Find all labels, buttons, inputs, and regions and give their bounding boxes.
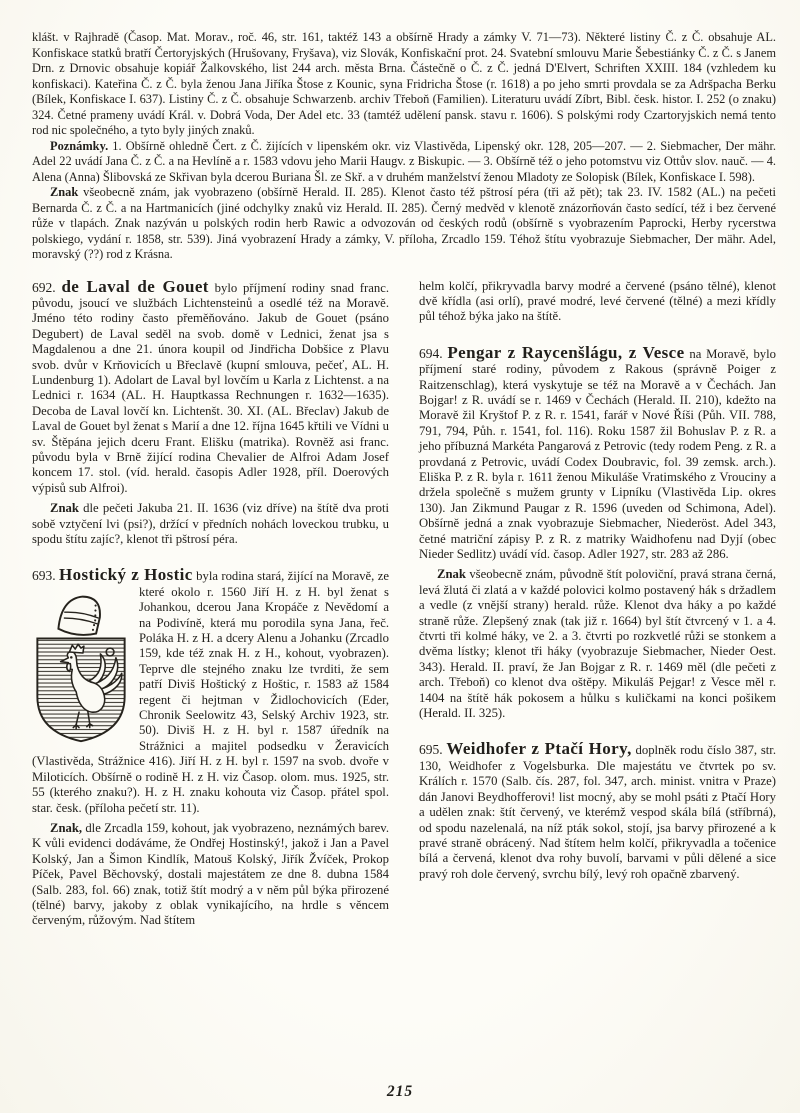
two-column-area [32, 276, 777, 929]
entry-694-number: 694. [419, 345, 443, 361]
entry-692-number: 692. [32, 279, 56, 295]
entry-695 [419, 741, 776, 882]
entry-694-title: Pengar z Raycenšlágu, z Vesce [447, 342, 685, 362]
blazon-lead: Znak [50, 185, 79, 199]
entry-692-blazon-text: dle pečeti Jakuba 21. II. 1636 (viz dříve) na štítě dva proti sobě vztyčení lvi (psi?), držící v předních nohách loveckou trubku, u spodu štítu zajíc?, klenot tři pštrosí péra. [32, 501, 389, 546]
notes-text: 1. Obšírně ohledně Čert. z Č. žijících v lipenském okr. viz Vlastivěda, Lipenský okr. 128, 205—207. — 2. Siebmacher, Der mähr. Adel 22 uvádí Jana Č. z Č. a na Hevlíně a r. 1583 vdovu jeho Marii Haugv. z Biskupic. — 3. Obšírně též o jeho potomstvu viz Ottův slov. nauč. — 4. Alena (Anna) Šlibovská ze Skřivan byla dcerou Buriana Šl. ze Skř. a v druhém manželství ženou Mladoty ze Solopisk (Bílek, Konfiskace I. 598). [32, 138, 776, 184]
blazon-paragraph [32, 185, 776, 263]
left-column [32, 276, 390, 929]
entry-692 [32, 276, 390, 497]
entry-694-blazon-lead: Znak [437, 567, 466, 582]
intro-block [32, 30, 776, 263]
entry-694-blazon-text: všeobecně znám, původně štít poloviční, pravá strana černá, levá žlutá či zlatá a v každé polovici kolmo postavený hák s držadlem a vedle (z vnější strany) herald. růže. Klenot dva háky a po každé straně růže. Zlepšený znak (tak již r. 1664) byl štít čtvrcený v 1. a 4. čtvrti tři kolmé háky, ve 2. a 3. čtvrti po rozkvetlé růži se stonkem a dvěma lístky; klenot tři háky (vyobrazuje Siebmacher, Nieder Oest. 343). Herald. II. praví, že Jan Bojgar z R. r. 1469 měl (dle pečeti z arch. Třeboň) co klenot dva oštěpy. Mikuláš Pejgar! z Vesce měl r. 1404 na štítě hák pokosem a hůlku s kuličkami na konci pošikem (Herald. II. 325). [419, 567, 776, 721]
entry-693-blazon-text: dle Zrcadla 159, kohout, jak vyobrazeno, neznámých barev. K vůli evidenci dodáváme, že Ondřej Hostinský!, jakož i Jan a Pavel Kolský, Jan a Šimon Kindlík, Matouš Kolský, Jiřík Žvíček, Prokop Píček, Pavel Běchovský, dostali majestátem ze dne 8. dubna 1584 (Salb. 283, fol. 66) znak, totiž štít modrý a v něm půl býka přirozené (tělné) barvy, jakoby z oblak vynikajícího, na hrdle s věncem červeným, růžovým. Nad štítem [32, 820, 389, 928]
entry-695-body: doplněk rodu číslo 387, str. 130, Weidhofer z Vogelsburka. Dle majestátu ve čtvrtek po sv. Králích r. 1570 (Salb. čís. 287, fol. 347, arch. minist. vnitra v Praze) dán Janovi Beydhofferovi! list mocný, aby se mohl psáti z Ptačí Hory a udělen znak: štít červený, ve kterémž vespod skála bílá (stříbrná), od spodu nazelenalá, na níž pták sokol, stojí, jsa barvy přirozené a k pravé straně obrácený. Nad štítem helm kolčí, přikryvadla a točenice bílá a červená, klenot dva rohy buvolí, barvami v půli dělené a sice pravý roh dole červený, svrchu bílý, levý roh opačně zbarvený. [419, 743, 776, 881]
entry-695-number: 695. [419, 742, 443, 758]
notes-paragraph [32, 139, 776, 186]
entry-695-title: Weidhofer z Ptačí Hory, [446, 739, 632, 759]
entry-694-body: na Moravě, bylo příjmení staré rodiny, původem z Rakous (správně Poiger z Raitzenschlag), která vyskytuje se též na Moravě a v Čechách. Jan Bojgar! z R. uvádí se r. 1469 v Čechách (Herald. II. 210), kdežto na Moravě žil Kryštof P. z R. r. 1541, farář v Nové Říši (Půh. VII. 788, 791, 794, Půh. r. 1541, fol. 116). Roku 1587 žil Bohuslav P. z R. a jeho příbuzná Markéta Pangarová z Petrovic (tedy rodem Peng. z R. a provdaná z Petrovic, uvádí Codex Doubravic, fol. 39 zemsk. arch.). Eliška P. z R. byla r. 1611 ženou Mikuláše Vratimského z Vrouciny a držela společně s mužem grunty v Lipníku (Vlastivěda Lip. okres 130). Jan Zikmund Paugar z R. 1596 (uveden od Schimona, Adel). Obšírně jedná a znak vyobrazuje Siebmacher, Niederöst. Adel 343, četné matriční zápisy P. z R. z matriky Waidhofenu nad Dyjí (obec Nieder Sedlitz) uvádí víd. časop. Adler 1927, str. 283 až 286. [419, 346, 777, 561]
entry-694-blazon [419, 567, 776, 721]
rooster-coat-of-arms-icon [32, 588, 130, 748]
entry-694 [419, 342, 777, 563]
right-column [419, 279, 776, 929]
entry-693-blazon [32, 821, 389, 929]
notes-lead: Poznámky. [50, 138, 109, 153]
entry-693-body-start: byla rodina stará, žijící na [196, 569, 329, 584]
intro-paragraph [32, 30, 776, 139]
entry-692-blazon-lead: Znak [50, 501, 79, 516]
entry-693-continuation [419, 279, 776, 325]
intro-text: klášt. v Rajhradě (Časop. Mat. Morav., roč. 46, str. 161, taktéž 143 a obšírně Hrady a zámky V. 71—73). Některé listiny Č. z Č. obsahuje AL. Konfiskace statků bratří Čertoryjských (Hrušovany, Fryšava), viz Slovák, Konfiskační prot. 24. Svatební smlouvu Marie Šebestiánky Č. z Č. s Janem Drn. z Drnovic obsahuje kopiář Žalkovského, list 244 arch. města Brna. Částečně o Č. z Č. jedná D'Elvert, Schriften XXIII. 184 (vzhledem ku konfiskaci). Kateřina Č. z Č. byla ženou Jana Jiříka Štose z Kounic, syna Fridricha Štose (r. 1618) a po jeho smrti provdala se za Adršpacha Berku (Bílek, Konfiskace I. 637). Listiny Č. z Č. obsahuje Schwarzenb. archiv Třeboň (Familien). Literaturu uvádí Zíbrt, Bibl. česk. histor. I. 252 (o znaku) 324. Četné prameny uvádí Král. v. Dobrá Voda, Der Adel etc. 33 (tamtéž udělení pansk. stavu r. 1606). S polskými rody Czartoryjskich nemá tento rod nic společného, a tyto byly jiných znaků. [32, 30, 776, 137]
entry-693-body-rest: Moravě, ze které okolo r. 1560 Jiří H. z H. byl ženat s Johankou, dcerou Jana Kropáče z Nevědomí a na Podivíně, která mu porodila syna Jana, řeč. Poláka H. z H. a dcery Alenu a Johanku (Zrcadlo 159, kde též znak H. z H., kohout, vyobrazen). Teprve dle stejného znaku lze tvrditi, že sem patří Diviš Hoštický z Hoštic, r. 1583 až 1584 regent či hejtman v Židlochovicích (Eder, Chronik Seelowitz 43, Selský Archiv 1923, str. 50). Diviš H. z H. byl r. 1587 úředník na Strážnici a majitel podsedku v Žeravicích (Vlastivěda, Strážnice 416). Jiří H. z H. byl r. 1597 na svob. dvoře v Miloticích. Obšírně o rodině H. z H. viz Časop. olom. mus. 1925, str. 55 (kterého znaku?). H. z H. znaku kohouta viz Časop. přátel spol. star. česk. (příloha pečetí str. 11). [32, 569, 389, 815]
entry-692-body: bylo příjmení rodiny snad franc. původu, jsoucí ve službách Lichtensteinů a osedlé též na Moravě. Jméno této rodiny často přeměňováno. Jakub de Gouet (psáno Degubert) de Laval seděl na svob. domě v Lednici, ženat jsa s Magdalenou a dne 21. února koupil od Jindřicha Dobšice z Plavu svob. dvůr v Krňovicích u Břeclavě (kupní smlouva, pečeť, AL. H. Lundenburg 1). Adolart de Laval byl lovčím u Karla z Lichtenst. a na Lednici r. 1634 (AL. H. Hauptkassa Rechnungen r. 1632—1635). Decoba de Laval lovčí kn. Lichtenšt. 30. XI. (AL. Břeclav) Jakub de Laval de Gouet byl ženat s Marií a dne 12. října 1645 křtili ve Vídni u sv. Štěpána jejich dceru Frant. Elišku (matrika). Rovněž asi franc. původu byla v Brně žijící rodina Chevalier de Alfroi Adam Josef koncem 17. stol. (víd. herald. časopis Adler 1928, příl. Doerových výpisů sub Alfroi). [32, 280, 390, 495]
entry-692-title: de Laval de Gouet [61, 276, 209, 296]
entry-693 [32, 567, 389, 816]
entry-693-number: 693. [32, 568, 56, 584]
blazon-text: všeobecně znám, jak vyobrazeno (obšírně Herald. II. 285). Klenot často též pštrosí péra (tři až pět); tak 23. IV. 1582 (AL.) na pečeti Bernarda Č. z Č. a na Hartmanicích (jiné odchylky znaků viz Herald. II. 285). Černý medvěd v klenotě znázorňován často sedící, též i bez červené růže v tlapách. Znak nazýván u polských rodin herb Rawic a odvozován od českých rodů (obšírně s vyobrazením Paprocki, Herby rycerstwa polskiego, vydání r. 1858, str. 539). Jiná vyobrazení Hrady a zámky, V. příloha, Zrcadlo 159. Téhož štítu vyobrazuje Siebmacher, Der mähr. Adel, moravský (??) rod z Krásna. [32, 185, 776, 261]
entry-692-blazon [32, 501, 389, 547]
entry-693-continuation-text: helm kolčí, přikryvadla barvy modré a červené (psáno tělné), klenot dvě křídla (asi orlí), pravé modré, levé červené (tělné) a mezi křídly půl téhož býka jako na štítě. [419, 278, 776, 324]
entry-693-title: Hostický z Hostic [59, 565, 193, 585]
entry-693-blazon-lead: Znak, [50, 820, 83, 835]
page-number: 215 [386, 1083, 414, 1100]
